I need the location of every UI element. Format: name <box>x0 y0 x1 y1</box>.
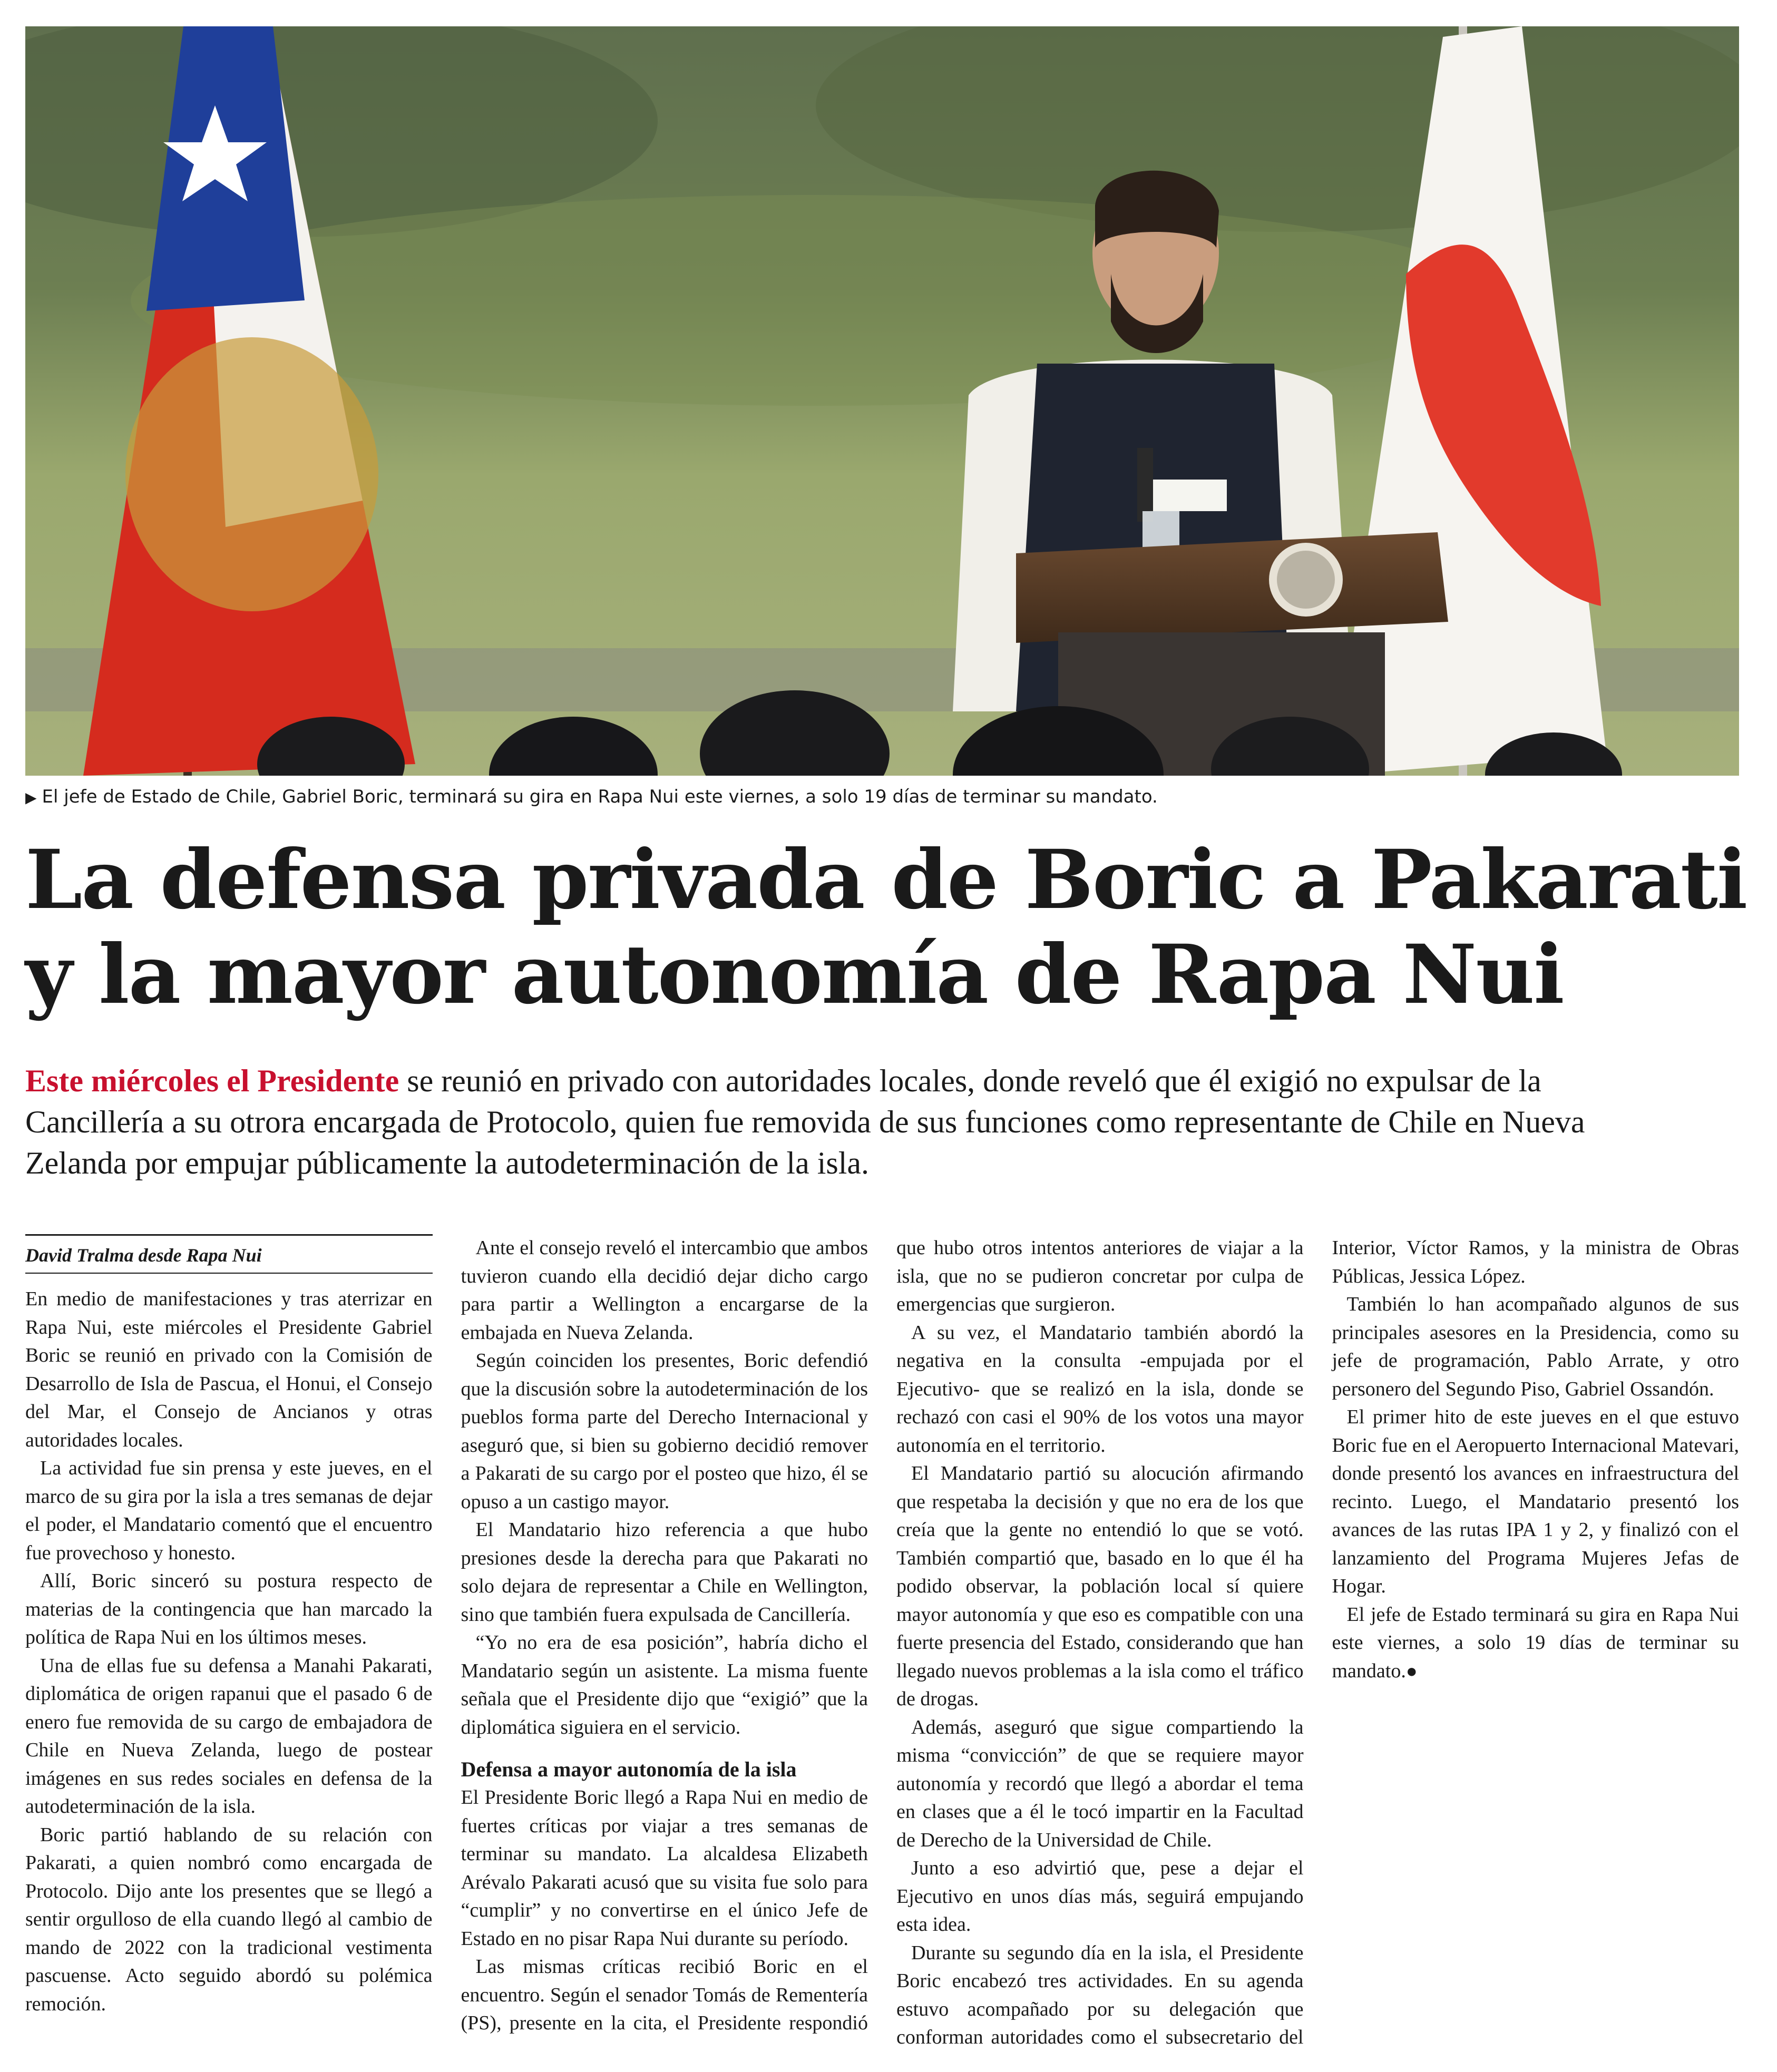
body-paragraph: El Mandatario hizo referencia a que hubo presiones desde la derecha para que Pakarati no solo dejara de representar a Chile en Wellington, sino que también fuera expulsada de Cancillería. <box>461 1519 868 1626</box>
body-paragraph: El Presidente Boric llegó a Rapa Nui en medio de fuertes críticas por viajar a tres semanas de terminar su mandato. La alcaldesa Elizabeth Arévalo Pakarati acusó que su visita fue solo para “cumplir” y no convertirse en el único Jefe de Estado en no pisar Rapa Nui durante su período. <box>461 1786 868 1950</box>
end-mark-icon: ● <box>1405 1660 1418 1682</box>
body-paragraph: Según coinciden los presentes, Boric defendió que la discusión sobre la autodeterminación de los pueblos forma parte del Derecho Internacional y aseguró que, si bien su gobierno decidió remover a Pakarati de su cargo por el posteo que hizo, él se opuso a un castigo mayor. <box>461 1350 868 1513</box>
final-text: El jefe de Estado terminará su gira en Rapa Nui este viernes, a solo 19 días de terminar su mandato. <box>1332 1603 1739 1682</box>
article-body <box>25 1234 1739 2056</box>
body-paragraph: A su vez, el Mandatario también abordó la negativa en la consulta -empujada por el Ejecutivo- que se realizó en la isla, donde se rechazó con casi el 90% de los votos una mayor autonomía en el territorio. <box>896 1321 1304 1457</box>
body-paragraph: “Yo no era de esa posición”, habría dicho el Mandatario según un asistente. La misma fuente señala que el Presidente dijo que “exigió” que la diplomática siguiera en el servicio. <box>461 1631 868 1738</box>
lead-text: se reunió en privado con autoridades locales, donde reveló que él exigió no expulsar de la Cancillería a su otrora encargada de Protocolo, quien fue removida de sus funciones como representante de Chile en Nueva Zelanda por empujar públicamente la autodeterminación de la isla. <box>25 1063 1585 1180</box>
lead-paragraph <box>25 1060 1638 1184</box>
body-paragraph: El primer hito de este jueves en el que estuvo Boric fue en el Aeropuerto Internacional Matevari, donde presentó los avances en infraestructura del recinto. Luego, el Mandatario presentó los avances de las rutas IPA 1 y 2, y finalizó con el lanzamiento del Programa Mujeres Jefas de Hogar. <box>1332 1406 1739 1597</box>
body-paragraph: Junto a eso advirtió que, pese a dejar el Ejecutivo en unos días más, seguirá empujando esta idea. <box>896 1857 1304 1936</box>
byline: David Tralma desde Rapa Nui <box>25 1234 433 1274</box>
photo-caption <box>25 785 1739 809</box>
lead-highlight: Este miércoles el Presidente <box>25 1063 399 1098</box>
news-photo <box>25 26 1739 776</box>
headline-line-2: y la mayor autonomía de Rapa Nui <box>25 927 1564 1022</box>
body-paragraph: Las mismas críticas recibió Boric en el encuentro. Según el senador Tomás de Rementería (PS), presente en la cita, el Presidente respondió que hubo otros intentos anteriores de viajar a la isla, que no se pudieron concretar por culpa de emergencias que surgieron. <box>461 1237 1304 2034</box>
body-paragraph: La actividad fue sin prensa y este jueves, en el marco de su gira por la isla a tres semanas de dejar el poder, el Mandatario comentó que el encuentro fue provechoso y honesto. <box>25 1457 433 1564</box>
body-paragraph: Ante el consejo reveló el intercambio que ambos tuvieron cuando ella decidió dejar dicho cargo para partir a Wellington a encargarse de la embajada en Nueva Zelanda. <box>461 1237 868 1344</box>
caption-text: El jefe de Estado de Chile, Gabriel Boric, terminará su gira en Rapa Nui este viernes, a solo 19 días de terminar su mandato. <box>42 786 1158 807</box>
body-paragraph-final <box>1332 1601 1740 1686</box>
headline <box>25 832 1747 1022</box>
body-paragraph: Además, aseguró que sigue compartiendo la misma “convicción” de que se requiere mayor autonomía y recordó que llegó a abordar el tema en clases que a él le tocó impartir en la Facultad de Derecho de la Universidad de Chile. <box>896 1716 1304 1851</box>
section-subhead: Defensa a mayor autonomía de la isla <box>461 1757 797 1781</box>
body-paragraph: Boric partió hablando de su relación con Pakarati, a quien nombró como encargada de Protocolo. Dijo ante los presentes que se llegó a sentir orgulloso de ella cuando llegó al cambio de mando de 2022 con la tradicional vestimenta pascuense. Acto seguido abordó su polémica remoción. <box>25 1823 433 2015</box>
body-paragraph: Allí, Boric sinceró su postura respecto de materias de la contingencia que han marcado la política de Rapa Nui en los últimos meses. <box>25 1570 433 1648</box>
body-paragraph: También lo han acompañado algunos de sus principales asesores en la Presidencia, como su jefe de programación, Pablo Arrate, y otro personero del Segundo Piso, Gabriel Ossandón. <box>1332 1293 1739 1400</box>
body-paragraph: Durante su segundo día en la isla, el Presidente Boric encabezó tres actividades. En su agenda estuvo acompañado por su delegación que conforman autoridades como el subsecretario del Interior, Víctor Ramos, y la ministra de Obras Públicas, Jessica López. <box>896 1237 1739 2048</box>
body-paragraph: Una de ellas fue su defensa a Manahi Pakarati, diplomática de origen rapanui que el pasado 6 de enero fue removida de su cargo de embajadora de Chile en Nueva Zelanda, luego de postear imágenes en sus redes sociales en defensa de la autodeterminación de la isla. <box>25 1654 433 1817</box>
body-paragraph: En medio de manifestaciones y tras aterrizar en Rapa Nui, este miércoles el Presidente Gabriel Boric se reunió en privado con la Comisión de Desarrollo de Isla de Pascua, el Honui, el Consejo del Mar, el Consejo de Ancianos y otras autoridades locales. <box>25 1288 433 1451</box>
caption-marker-icon: ▶ <box>25 789 37 806</box>
body-paragraph: El Mandatario partió su alocución afirmando que respetaba la decisión y que no era de los que creía que la gente no entendió lo que se votó. También compartió que, basado en lo que él ha podido observar, la población local sí quiere mayor autonomía y que eso es compatible con una fuerte presencia del Estado, considerando que han llegado nuevos problemas a la isla como el tráfico de drogas. <box>896 1462 1304 1710</box>
headline-line-1: La defensa privada de Boric a Pakarati <box>25 832 1747 927</box>
